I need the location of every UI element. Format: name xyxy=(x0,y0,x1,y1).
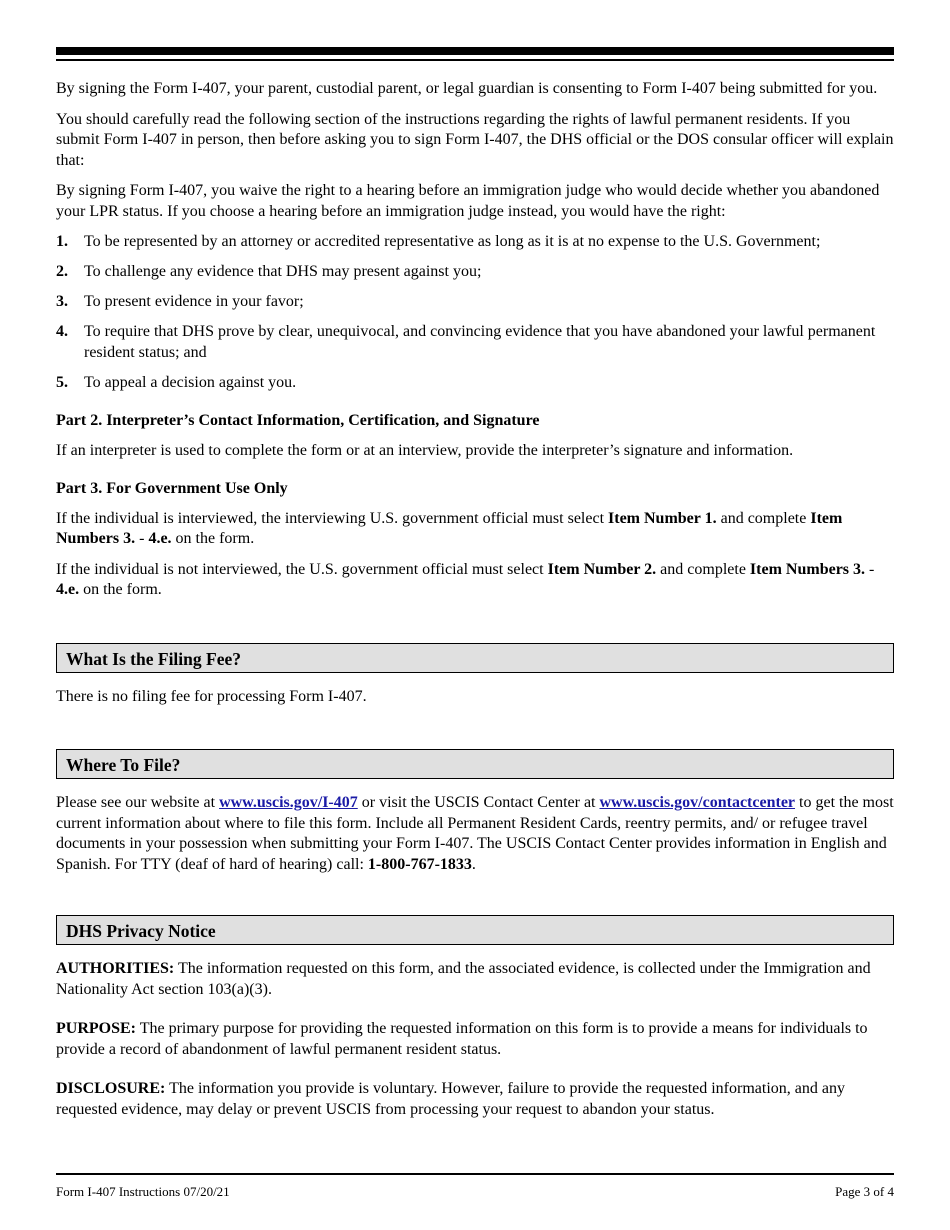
list-item-text: To present evidence in your favor; xyxy=(84,293,304,310)
filing-fee-heading: What Is the Filing Fee? xyxy=(56,643,894,673)
list-item-number: 2. xyxy=(56,263,68,280)
where-to-file-heading: Where To File? xyxy=(56,749,894,779)
header-thick-rule xyxy=(56,47,894,55)
uscis-contactcenter-link[interactable]: www.uscis.gov/contactcenter xyxy=(599,794,796,811)
footer-form-info: Form I-407 Instructions 07/20/21 xyxy=(56,1184,230,1199)
tty-phone-number: 1-800-767-1833 xyxy=(367,855,472,873)
where-to-file-text: Please see our website at www.uscis.gov/I-407 or visit the USCIS Contact Center at www.uscis.gov/contactcenter to get the most current information about where to file this form. Include all Permanent Resident Cards, reentry permits, and/ or refugee travel documents in your possession when submitting your Form I-407. The USCIS Contact Center provides information in English and Spanish. For TTY (deaf of hard of hearing) call: 1-800-767-1833. xyxy=(56,794,894,873)
list-item-number: 4. xyxy=(56,323,68,340)
part-3-paragraph-1: If the individual is interviewed, the interviewing U.S. government official must select Item Number 1. and complete Item Numbers 3. - 4.e. on the form. xyxy=(56,509,843,547)
footer-page-number: Page 3 of 4 xyxy=(835,1184,894,1199)
intro-paragraph-2: You should carefully read the following section of the instructions regarding the rights of lawful permanent residents. If you submit Form I-407 in person, then before asking you to sign Form I-407, the DHS official or the DOS consular officer will explain that: xyxy=(56,110,894,169)
part-3-heading: Part 3. For Government Use Only xyxy=(56,480,288,497)
document-page xyxy=(56,0,894,1230)
filing-fee-text: There is no filing fee for processing Form I-407. xyxy=(56,687,367,705)
list-item xyxy=(56,373,894,394)
list-item-number: 5. xyxy=(56,373,68,391)
rights-list xyxy=(56,232,894,393)
list-item-number: 3. xyxy=(56,293,68,310)
list-item-text: To challenge any evidence that DHS may present against you; xyxy=(84,263,482,280)
part-2-heading: Part 2. Interpreter’s Contact Information, Certification, and Signature xyxy=(56,412,540,429)
part-3-paragraph-2: If the individual is not interviewed, the U.S. government official must select Item Number 2. and complete Item Numbers 3. - 4.e. on the form. xyxy=(56,560,875,598)
intro-paragraph-1: By signing the Form I-407, your parent, custodial parent, or legal guardian is consenting to Form I-407 being submitted for you. xyxy=(56,80,878,97)
uscis-i407-link[interactable]: www.uscis.gov/I-407 xyxy=(219,794,358,811)
disclosure-paragraph: DISCLOSURE: The information you provide is voluntary. However, failure to provide the requested information, and any requested evidence, may delay or prevent USCIS from processing your request to abandon your status. xyxy=(56,1080,845,1118)
purpose-paragraph: PURPOSE: The primary purpose for providing the requested information on this form is to provide a means for individuals to provide a record of abandonment of lawful permanent resident status. xyxy=(56,1020,868,1058)
footer-rule xyxy=(56,1173,894,1175)
list-item xyxy=(56,262,894,283)
header-thin-rule xyxy=(56,59,894,61)
list-item xyxy=(56,232,894,253)
list-item xyxy=(56,322,894,363)
authorities-paragraph: AUTHORITIES: The information requested on this form, and the associated evidence, is collected under the Immigration and Nationality Act section 103(a)(3). xyxy=(56,960,871,998)
privacy-notice-heading: DHS Privacy Notice xyxy=(56,915,894,945)
list-item-text: To appeal a decision against you. xyxy=(84,373,297,391)
intro-paragraph-3: By signing Form I-407, you waive the right to a hearing before an immigration judge who would decide whether you abandoned your LPR status. If you choose a hearing before an immigration judge instead, you would have the right: xyxy=(56,182,880,220)
list-item-text: To require that DHS prove by clear, unequivocal, and convincing evidence that you have abandoned your lawful permanent resident status; and xyxy=(84,323,876,361)
list-item xyxy=(56,292,894,313)
list-item-number: 1. xyxy=(56,233,68,250)
part-2-text: If an interpreter is used to complete the form or at an interview, provide the interpreter’s signature and information. xyxy=(56,441,794,459)
page-content xyxy=(56,79,894,1130)
list-item-text: To be represented by an attorney or accredited representative as long as it is at no expense to the U.S. Government; xyxy=(84,233,821,250)
